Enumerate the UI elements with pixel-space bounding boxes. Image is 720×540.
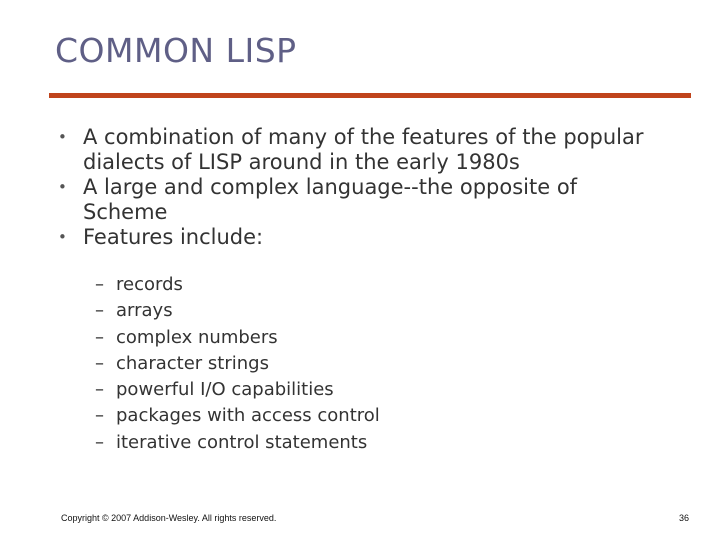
title-divider [49,93,691,98]
feature-list [0,272,720,456]
feature-item [0,351,720,377]
feature-text: packages with access control [116,405,380,427]
bullet-item [0,175,663,225]
dash-icon: – [95,352,104,374]
feature-text: records [116,274,183,295]
dash-icon: – [95,326,104,348]
feature-text: complex numbers [116,326,278,348]
feature-text: iterative control statements [116,431,368,453]
dash-icon: – [95,274,104,295]
dash-icon: – [95,405,104,427]
bullet-dot-icon: • [58,128,67,146]
feature-item [0,272,720,298]
feature-text: powerful I/O capabilities [116,379,334,401]
dash-icon: – [95,300,104,322]
feature-item [0,430,720,456]
feature-text: arrays [116,300,173,322]
page-number: 36 [678,513,689,523]
feature-item [0,325,720,351]
bullet-list [0,125,720,250]
bullet-item [0,225,663,250]
feature-item [0,298,720,324]
feature-text: character strings [116,352,269,374]
bullet-text: A combination of many of the features of the popular dialects of LISP around in the early 1980s [83,125,644,174]
feature-item [0,403,720,429]
copyright-footer: Copyright © 2007 Addison-Wesley. All rights reserved. [61,513,277,523]
slide-title: COMMON LISP [55,31,297,70]
bullet-text: A large and complex language--the opposite of Scheme [83,175,578,224]
dash-icon: – [95,379,104,401]
dash-icon: – [95,431,104,453]
bullet-dot-icon: • [58,178,67,196]
bullet-text: Features include: [83,225,264,249]
feature-item [0,377,720,403]
bullet-item [0,125,663,175]
bullet-dot-icon: • [58,228,67,246]
